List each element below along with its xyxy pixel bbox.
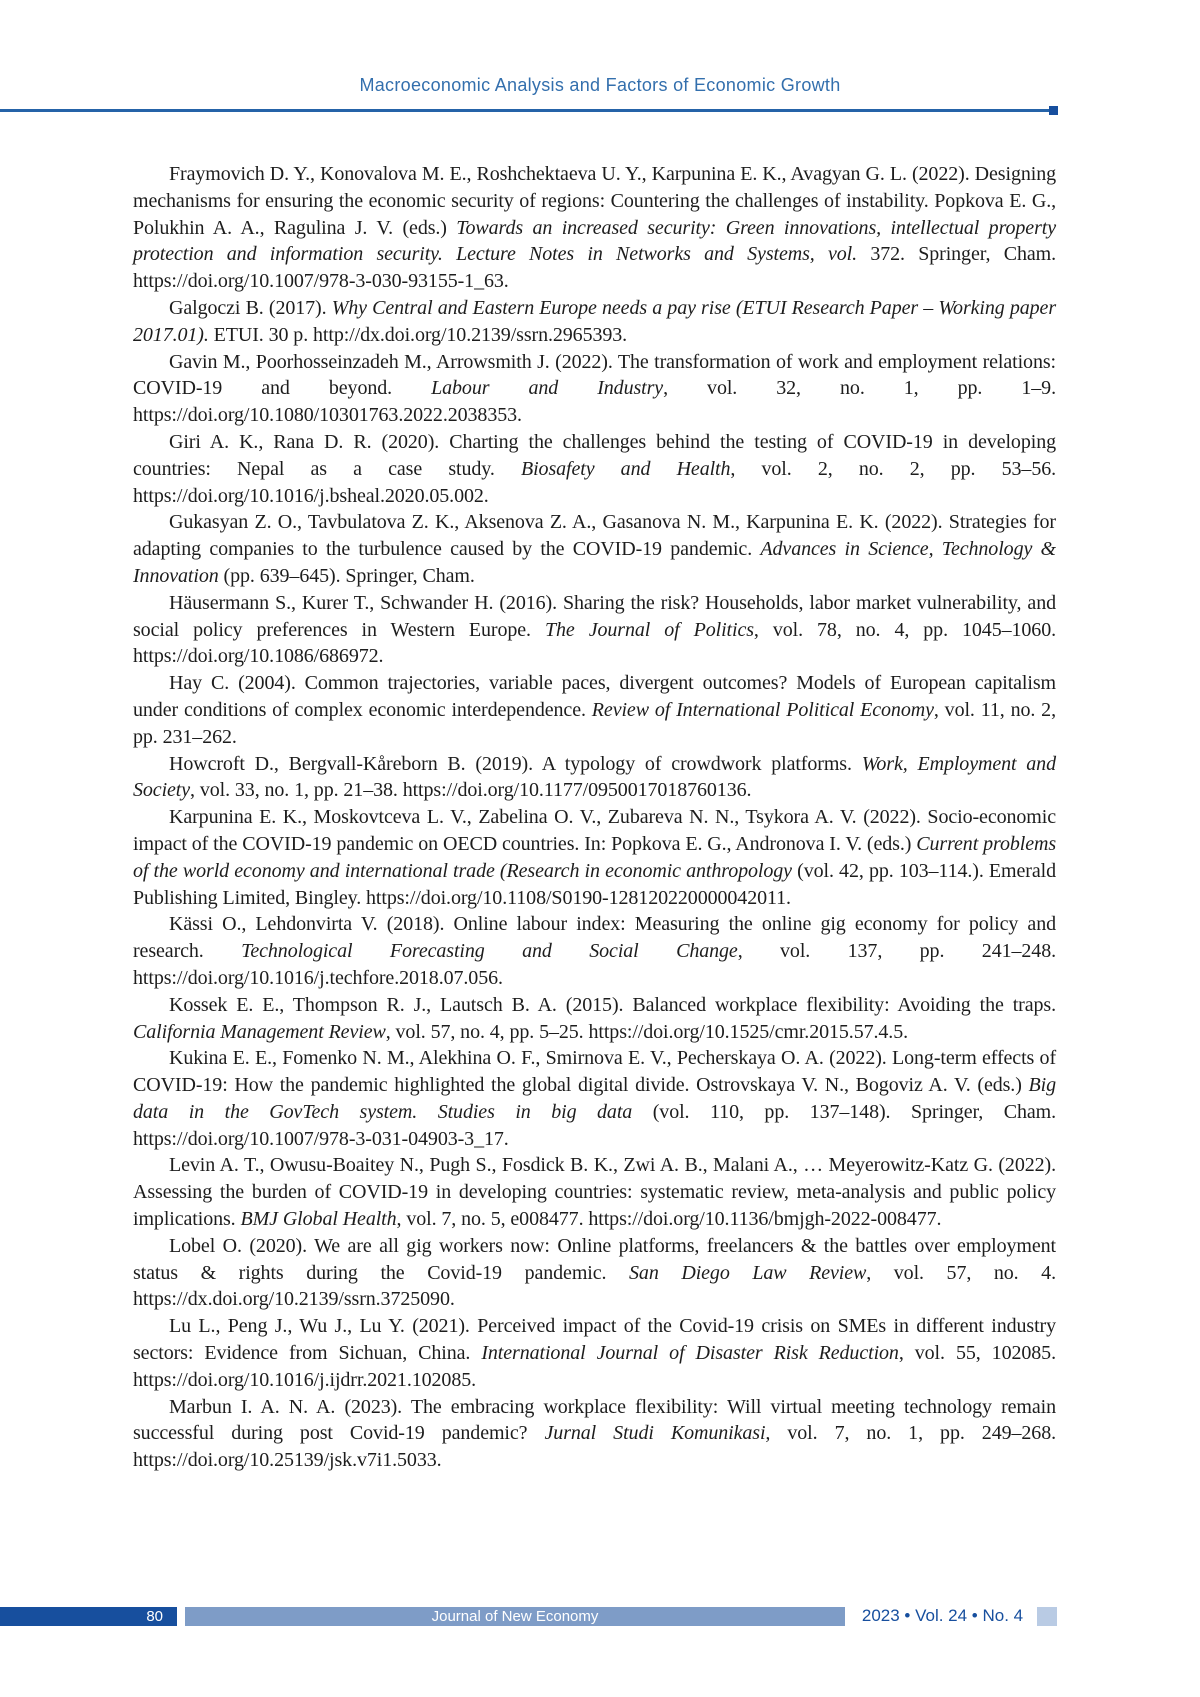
- reference-text: Giri A. K., Rana D. R. (2020). Charting the challenges behind the testing of COVID-19 in developing countries: Nepal as a case study.: [133, 430, 1056, 480]
- reference-text: Fraymovich D. Y., Konovalova M. E., Roshchektaeva U. Y., Karpunina E. K., Avagyan G. L. (2022). Designing mechanisms for ensuring the economic security of regions: Countering the challenges of instability. Popkova E. G., Polukhin A. A., Ragulina J. V. (eds.): [133, 163, 1056, 239]
- reference-text: 372. Springer, Cham. https://doi.org/10.1007/978-3-030-93155-1_63.: [133, 243, 1056, 293]
- reference-title-italic: Review of International Political Economy: [591, 698, 934, 721]
- reference-text: Karpunina E. K., Moskovtceva L. V., Zabelina O. V., Zubareva N. N., Tsykora A. V. (2022). Socio-economic impact of the COVID-19 pandemic on OECD countries. In: Popkova E. G., Andronova I. V. (eds.): [133, 806, 1056, 855]
- reference-text: (vol. 110, pp. 137–148). Springer, Cham. https://doi.org/10.1007/978-3-031-04903-3_17.: [133, 1100, 1056, 1150]
- reference-title-italic: California Management Review: [133, 1020, 386, 1043]
- reference-text: , vol. 55, 102085. https://doi.org/10.1016/j.ijdrr.2021.102085.: [133, 1342, 1056, 1391]
- reference-text: , vol. 137, pp. 241–248. https://doi.org/10.1016/j.techfore.2018.07.056.: [133, 940, 1056, 989]
- reference-text: Kukina E. E., Fomenko N. M., Alekhina O. F., Smirnova E. V., Pecherskaya O. A. (2022). Long-term effects of COVID-19: How the pandemic highlighted the global digital divide. Ostrovskaya V. N., Bogoviz A. V. (eds.): [133, 1047, 1056, 1097]
- reference-text: , vol. 11, no. 2, pp. 231–262.: [133, 698, 1056, 748]
- reference-entry: [133, 1313, 1056, 1393]
- header-rule-end-square: [1049, 106, 1058, 115]
- reference-title-italic: Labour and Industry: [431, 377, 664, 400]
- reference-title-italic: The Journal of Politics: [544, 618, 754, 641]
- page-number-badge: [0, 1607, 177, 1626]
- issue-info: 2023 • Vol. 24 • No. 4: [861, 1606, 1024, 1625]
- reference-entry: [133, 295, 1056, 349]
- reference-text: Howcroft D., Bergvall-Kåreborn B. (2019). A typology of crowdwork platforms.: [169, 752, 862, 775]
- reference-text: Marbun I. A. N. A. (2023). The embracing workplace flexibility: Will virtual meeting technology remain successful during post Covid-19 pandemic?: [133, 1395, 1056, 1445]
- reference-entry: [133, 161, 1056, 295]
- reference-entry: [133, 590, 1056, 670]
- reference-text: Häusermann S., Kurer T., Schwander H. (2016). Sharing the risk? Households, labor market vulnerability, and social policy preferences in Western Europe.: [133, 591, 1056, 641]
- reference-title-italic: San Diego Law Review: [629, 1261, 867, 1284]
- header-rule: [0, 109, 1050, 112]
- reference-text: , vol. 57, no. 4. https://dx.doi.org/10.2139/ssrn.3725090.: [133, 1261, 1056, 1311]
- reference-title-italic: Why Central and Eastern Europe needs a pay rise (ETUI Research Paper – Working paper 2017.01).: [133, 296, 1056, 346]
- reference-title-italic: Big data in the GovTech system. Studies in big data: [133, 1074, 1056, 1123]
- journal-name-bar: [185, 1607, 845, 1626]
- reference-entry: [133, 1045, 1056, 1152]
- reference-entry: [133, 429, 1056, 509]
- reference-text: Kässi O., Lehdonvirta V. (2018). Online labour index: Measuring the online gig economy for policy and research.: [133, 913, 1056, 963]
- reference-text: Hay C. (2004). Common trajectories, variable paces, divergent outcomes? Models of European capitalism under conditions of complex economic interdependence.: [133, 672, 1056, 721]
- reference-title-italic: Technological Forecasting and Social Change: [241, 940, 738, 963]
- reference-text: Galgoczi B. (2017).: [169, 296, 332, 319]
- journal-name: Journal of New Economy: [431, 1608, 599, 1625]
- reference-title-italic: Biosafety and Health: [520, 457, 731, 480]
- reference-title-italic: International Journal of Disaster Risk Reduction: [481, 1342, 899, 1365]
- reference-title-italic: Current problems of the world economy and international trade (Research in economic anthropology: [133, 832, 1057, 882]
- reference-title-italic: BMJ Global Health: [240, 1208, 397, 1231]
- reference-text: Kossek E. E., Thompson R. J., Lautsch B. A. (2015). Balanced workplace flexibility: Avoiding the traps.: [169, 993, 1056, 1016]
- reference-text: Levin A. T., Owusu-Boaitey N., Pugh S., Fosdick B. K., Zwi A. B., Malani A., … Meyerowitz-Katz G. (2022). Assessing the burden of COVID-19 in developing countries: systematic review, meta-analysis and public policy implications.: [133, 1154, 1056, 1231]
- reference-title-italic: Towards an increased security: Green innovations, intellectual property protection and information security. Lecture Notes in Networks and Systems, vol.: [133, 216, 1057, 266]
- reference-text: vol. 7, no. 1, pp. 249–268. https://doi.org/10.25139/jsk.v7i1.5033.: [133, 1422, 1056, 1472]
- reference-entry: [133, 751, 1056, 805]
- reference-entry: [133, 349, 1056, 429]
- footer-end-square: [1037, 1607, 1057, 1626]
- reference-entry: [133, 509, 1056, 589]
- reference-entry: [133, 804, 1056, 911]
- reference-text: , vol. 33, no. 1, pp. 21–38. https://doi.org/10.1177/0950017018760136.: [190, 779, 752, 802]
- reference-text: Lu L., Peng J., Wu J., Lu Y. (2021). Perceived impact of the Covid-19 crisis on SMEs in different industry sectors: Evidence from Sichuan, China.: [133, 1315, 1056, 1365]
- reference-title-italic: Work, Employment and Society: [133, 752, 1056, 802]
- reference-text: , vol. 2, no. 2, pp. 53–56. https://doi.org/10.1016/j.bsheal.2020.05.002.: [133, 457, 1057, 507]
- reference-text: (pp. 639–645). Springer, Cham.: [218, 564, 475, 587]
- reference-entry: [133, 1394, 1056, 1474]
- page-number: 80: [146, 1608, 163, 1625]
- reference-entry: [133, 670, 1056, 750]
- reference-text: (vol. 42, pp. 103–114.). Emerald Publishing Limited, Bingley. https://doi.org/10.1108/S0190-128120220000042011.: [133, 859, 1056, 909]
- reference-text: , vol. 32, no. 1, pp. 1–9. https://doi.org/10.1080/10301763.2022.2038353.: [133, 377, 1056, 427]
- reference-text: ETUI. 30 p. http://dx.doi.org/10.2139/ssrn.2965393.: [208, 323, 628, 346]
- references-list: [133, 161, 1056, 1474]
- reference-text: , vol. 78, no. 4, pp. 1045–1060. https://doi.org/10.1086/686972.: [133, 618, 1056, 668]
- reference-text: Gukasyan Z. O., Tavbulatova Z. K., Aksenova Z. A., Gasanova N. M., Karpunina E. K. (2022). Strategies for adapting companies to the turbulence caused by the COVID-19 pandemic.: [133, 511, 1056, 561]
- reference-text: Gavin M., Poorhosseinzadeh M., Arrowsmith J. (2022). The transformation of work and employment relations: COVID-19 and beyond.: [133, 350, 1056, 400]
- reference-entry: [133, 1152, 1056, 1232]
- reference-text: , vol. 7, no. 5, e008477. https://doi.org/10.1136/bmjgh-2022-008477.: [396, 1208, 942, 1231]
- reference-entry: [133, 911, 1056, 991]
- running-head-title: Macroeconomic Analysis and Factors of Economic Growth: [359, 75, 841, 95]
- reference-text: , vol. 57, no. 4, pp. 5–25. https://doi.org/10.1525/cmr.2015.57.4.5.: [385, 1020, 909, 1043]
- reference-title-italic: Advances in Science, Technology & Innovation: [133, 538, 1057, 587]
- reference-text: Lobel O. (2020). We are all gig workers now: Online platforms, freelancers & the battles over employment status & rights during the Covid-19 pandemic.: [133, 1234, 1056, 1284]
- reference-entry: [133, 1233, 1056, 1313]
- reference-title-italic: Jurnal Studi Komunikasi,: [544, 1422, 771, 1445]
- reference-entry: [133, 992, 1056, 1046]
